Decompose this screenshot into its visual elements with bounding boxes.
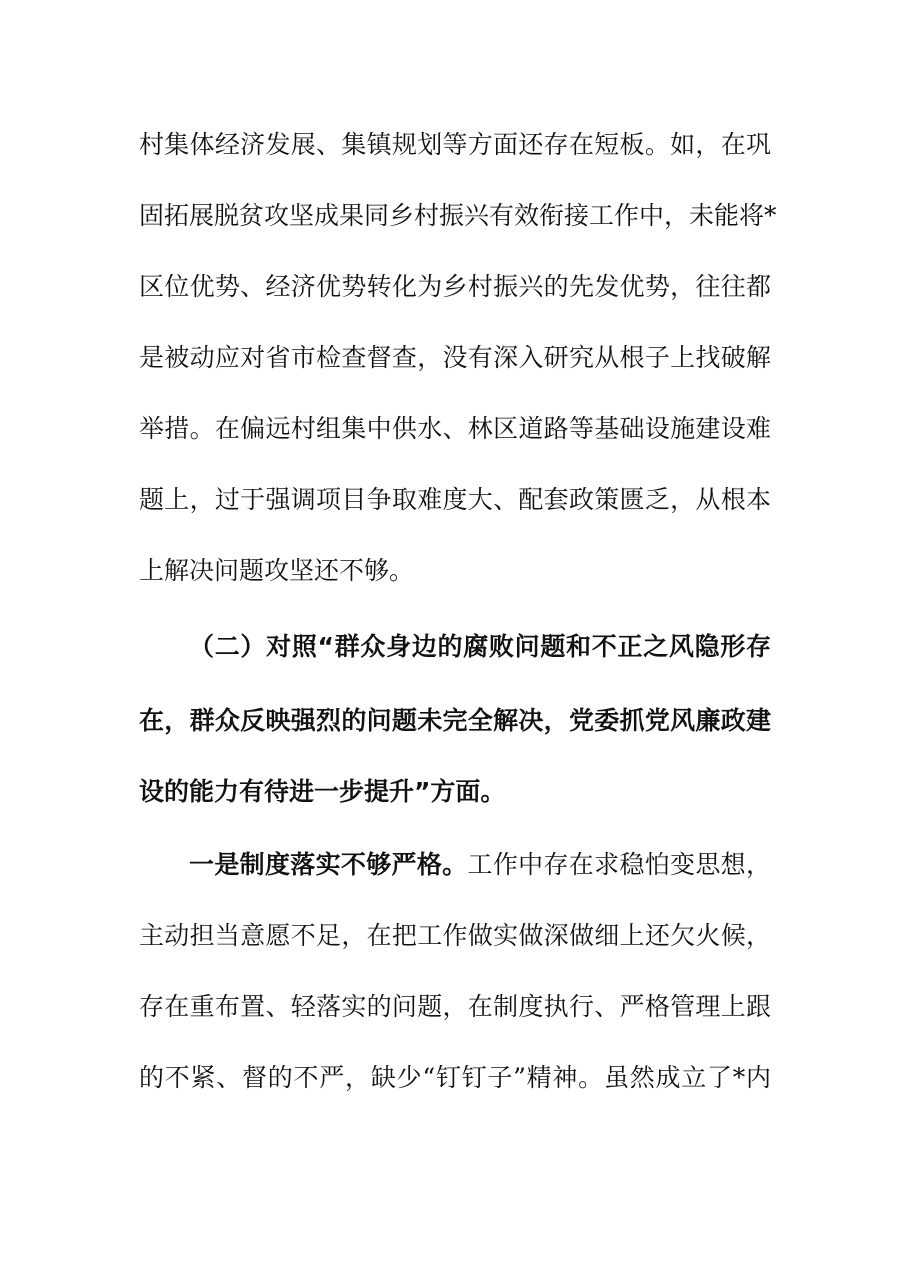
paragraph-line: 村集体经济发展、集镇规划等方面还存在短板。如，在巩 xyxy=(139,130,771,159)
paragraph-text: 工作中存在求稳怕变思想， xyxy=(467,850,771,879)
paragraph-line: 固拓展脱贫攻坚成果同乡村振兴有效衔接工作中，未能将* xyxy=(139,201,777,230)
paragraph-line: 的不紧、督的不严，缺少“钉钉子”精神。虽然成立了*内 xyxy=(139,1063,771,1092)
bold-lead-phrase: 一是制度落实不够严格。 xyxy=(189,850,468,879)
paragraph-line: 举措。在偏远村组集中供水、林区道路等基础设施建设难 xyxy=(139,414,771,443)
paragraph-line: 区位优势、经济优势转化为乡村振兴的先发优势，往往都 xyxy=(139,272,771,301)
paragraph-line: 是被动应对省市检查督查，没有深入研究从根子上找破解 xyxy=(139,343,771,372)
paragraph-line: 主动担当意愿不足，在把工作做实做深做细上还欠火候， xyxy=(139,921,771,950)
paragraph-first-line xyxy=(189,848,771,882)
section-heading-line: 设的能力有待进一步提升”方面。 xyxy=(139,777,506,806)
paragraph-line: 上解决问题攻坚还不够。 xyxy=(139,556,415,585)
section-heading-line: 在，群众反映强烈的问题未完全解决，党委抓党风廉政建 xyxy=(139,706,771,735)
section-heading-line: （二）对照“群众身边的腐败问题和不正之风隐形存 xyxy=(189,632,771,661)
paragraph-line: 题上，过于强调项目争取难度大、配套政策匮乏，从根本 xyxy=(139,485,771,514)
paragraph-line: 存在重布置、轻落实的问题，在制度执行、严格管理上跟 xyxy=(139,992,771,1021)
